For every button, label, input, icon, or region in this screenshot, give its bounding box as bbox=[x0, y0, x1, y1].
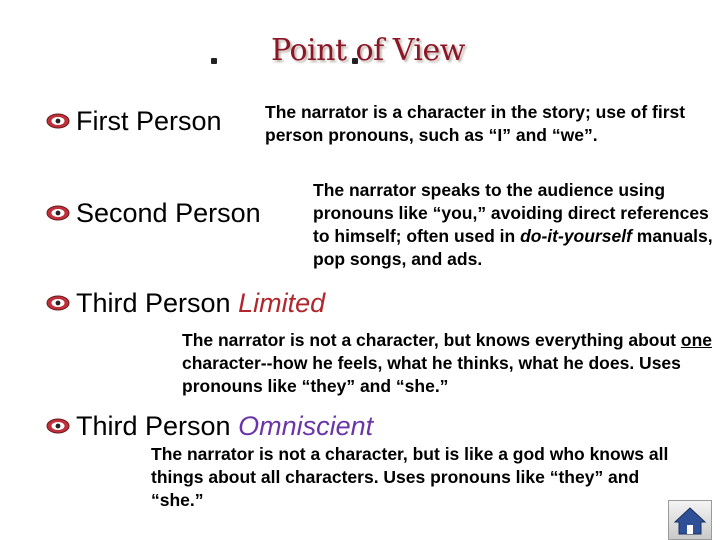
home-icon bbox=[669, 501, 711, 539]
page-title: Point of View bbox=[271, 33, 465, 68]
description-limited-tail: character--how he feels, what he thinks, what he does. Uses pronouns like “they” and “she.” bbox=[182, 353, 681, 396]
term-third-person-limited bbox=[76, 288, 325, 318]
description-second-person bbox=[313, 179, 718, 271]
eye-icon bbox=[46, 418, 70, 434]
description-first-person: The narrator is a character in the story; use of first person pronouns, such as “I” and “we”. bbox=[265, 102, 686, 145]
description-second-person-text: The narrator speaks to the audience using pronouns like “you,” avoiding direct references to himself; often used in bbox=[313, 180, 709, 246]
home-button[interactable] bbox=[668, 500, 712, 540]
description-second-person-tail: manuals, pop songs, and ads. bbox=[313, 226, 713, 269]
decorative-dot-left bbox=[211, 58, 217, 64]
term-first-person: First Person bbox=[76, 106, 222, 136]
eye-icon bbox=[46, 205, 70, 221]
eye-icon bbox=[46, 295, 70, 311]
description-limited-underlined: one bbox=[680, 330, 712, 350]
description-third-person-limited bbox=[182, 329, 717, 398]
term-second-person: Second Person bbox=[76, 198, 261, 228]
description-second-person-italic: do-it-yourself bbox=[520, 226, 632, 246]
term-omniscient-emphasis: Omniscient bbox=[238, 411, 374, 441]
term-limited-emphasis: Limited bbox=[238, 288, 326, 318]
eye-icon bbox=[46, 113, 70, 129]
term-third-person-prefix: Third Person bbox=[76, 411, 239, 441]
description-third-person-omniscient: The narrator is not a character, but is like a god who knows all things about all characters. Uses pronouns like “they” and “she.” bbox=[151, 444, 669, 510]
term-third-person-omniscient bbox=[76, 411, 373, 441]
description-limited-text: The narrator is not a character, but knows everything about bbox=[182, 330, 681, 350]
term-third-person-prefix: Third Person bbox=[76, 288, 239, 318]
